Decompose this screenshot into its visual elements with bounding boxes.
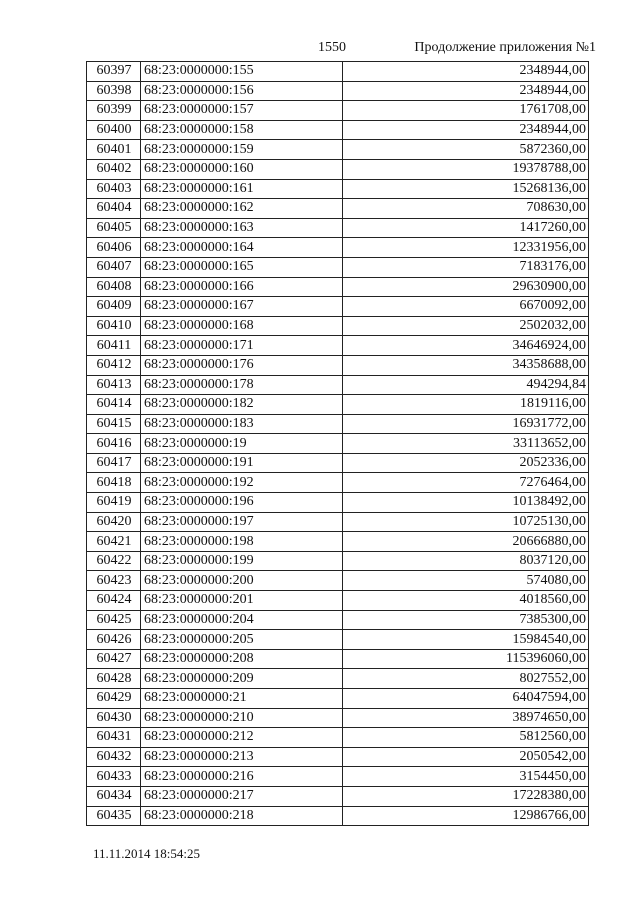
cadastral-value-cell: 8037120,00: [343, 551, 589, 571]
cadastral-number-cell: 68:23:0000000:199: [141, 551, 343, 571]
row-number-cell: 60401: [87, 140, 141, 160]
row-number-cell: 60409: [87, 297, 141, 317]
cadastral-value-cell: 15268136,00: [343, 179, 589, 199]
cadastral-value-cell: 2502032,00: [343, 316, 589, 336]
row-number-cell: 60406: [87, 238, 141, 258]
table-row: [87, 159, 589, 179]
table-row: [87, 395, 589, 415]
row-number-cell: 60399: [87, 101, 141, 121]
cadastral-number-cell: 68:23:0000000:155: [141, 62, 343, 82]
cadastral-value-cell: 10138492,00: [343, 493, 589, 513]
cadastral-value-cell: 1417260,00: [343, 218, 589, 238]
cadastral-number-cell: 68:23:0000000:201: [141, 591, 343, 611]
table-row: [87, 414, 589, 434]
cadastral-value-cell: 2348944,00: [343, 81, 589, 101]
table-row: [87, 179, 589, 199]
continuation-title: Продолжение приложения №1: [414, 40, 596, 55]
cadastral-value-cell: 1761708,00: [343, 101, 589, 121]
table-row: [87, 140, 589, 160]
cadastral-number-cell: 68:23:0000000:167: [141, 297, 343, 317]
cadastral-number-cell: 68:23:0000000:204: [141, 610, 343, 630]
cadastral-value-cell: 19378788,00: [343, 159, 589, 179]
table-row: [87, 591, 589, 611]
cadastral-value-cell: 115396060,00: [343, 649, 589, 669]
table-row: [87, 747, 589, 767]
cadastral-number-cell: 68:23:0000000:209: [141, 669, 343, 689]
cadastral-value-cell: 7385300,00: [343, 610, 589, 630]
cadastral-value-cell: 38974650,00: [343, 708, 589, 728]
row-number-cell: 60414: [87, 395, 141, 415]
cadastral-value-cell: 5812560,00: [343, 728, 589, 748]
cadastral-value-cell: 1819116,00: [343, 395, 589, 415]
cadastral-number-cell: 68:23:0000000:217: [141, 786, 343, 806]
cadastral-number-cell: 68:23:0000000:168: [141, 316, 343, 336]
cadastral-value-cell: 7183176,00: [343, 257, 589, 277]
row-number-cell: 60420: [87, 512, 141, 532]
cadastral-number-cell: 68:23:0000000:158: [141, 120, 343, 140]
row-number-cell: 60421: [87, 532, 141, 552]
row-number-cell: 60397: [87, 62, 141, 82]
table-row: [87, 708, 589, 728]
row-number-cell: 60402: [87, 159, 141, 179]
cadastral-number-cell: 68:23:0000000:182: [141, 395, 343, 415]
cadastral-number-cell: 68:23:0000000:21: [141, 689, 343, 709]
table-row: [87, 218, 589, 238]
table-row: [87, 316, 589, 336]
table-row: [87, 62, 589, 82]
cadastral-number-cell: 68:23:0000000:164: [141, 238, 343, 258]
table-row: [87, 649, 589, 669]
row-number-cell: 60419: [87, 493, 141, 513]
table-row: [87, 238, 589, 258]
cadastral-number-cell: 68:23:0000000:166: [141, 277, 343, 297]
cadastral-number-cell: 68:23:0000000:213: [141, 747, 343, 767]
row-number-cell: 60410: [87, 316, 141, 336]
cadastral-value-cell: 2348944,00: [343, 120, 589, 140]
table-row: [87, 120, 589, 140]
row-number-cell: 60428: [87, 669, 141, 689]
row-number-cell: 60424: [87, 591, 141, 611]
cadastral-value-cell: 4018560,00: [343, 591, 589, 611]
cadastral-value-cell: 3154450,00: [343, 767, 589, 787]
cadastral-value-table: [86, 61, 589, 826]
cadastral-number-cell: 68:23:0000000:19: [141, 434, 343, 454]
row-number-cell: 60408: [87, 277, 141, 297]
table-row: [87, 355, 589, 375]
row-number-cell: 60417: [87, 453, 141, 473]
cadastral-number-cell: 68:23:0000000:200: [141, 571, 343, 591]
cadastral-value-cell: 708630,00: [343, 199, 589, 219]
row-number-cell: 60398: [87, 81, 141, 101]
row-number-cell: 60422: [87, 551, 141, 571]
cadastral-value-cell: 17228380,00: [343, 786, 589, 806]
row-number-cell: 60415: [87, 414, 141, 434]
cadastral-number-cell: 68:23:0000000:212: [141, 728, 343, 748]
table-row: [87, 199, 589, 219]
cadastral-number-cell: 68:23:0000000:183: [141, 414, 343, 434]
cadastral-number-cell: 68:23:0000000:208: [141, 649, 343, 669]
cadastral-number-cell: 68:23:0000000:191: [141, 453, 343, 473]
cadastral-value-cell: 12331956,00: [343, 238, 589, 258]
table-row: [87, 610, 589, 630]
row-number-cell: 60431: [87, 728, 141, 748]
cadastral-value-cell: 8027552,00: [343, 669, 589, 689]
cadastral-number-cell: 68:23:0000000:205: [141, 630, 343, 650]
table-row: [87, 551, 589, 571]
table-row: [87, 689, 589, 709]
cadastral-number-cell: 68:23:0000000:165: [141, 257, 343, 277]
row-number-cell: 60403: [87, 179, 141, 199]
cadastral-value-cell: 6670092,00: [343, 297, 589, 317]
cadastral-number-cell: 68:23:0000000:210: [141, 708, 343, 728]
table-row: [87, 473, 589, 493]
cadastral-number-cell: 68:23:0000000:196: [141, 493, 343, 513]
row-number-cell: 60426: [87, 630, 141, 650]
row-number-cell: 60416: [87, 434, 141, 454]
cadastral-number-cell: 68:23:0000000:198: [141, 532, 343, 552]
row-number-cell: 60425: [87, 610, 141, 630]
table-row: [87, 453, 589, 473]
row-number-cell: 60430: [87, 708, 141, 728]
cadastral-value-cell: 5872360,00: [343, 140, 589, 160]
table-row: [87, 336, 589, 356]
cadastral-value-cell: 2348944,00: [343, 62, 589, 82]
table-row: [87, 257, 589, 277]
row-number-cell: 60418: [87, 473, 141, 493]
table-row: [87, 532, 589, 552]
table-row: [87, 277, 589, 297]
cadastral-number-cell: 68:23:0000000:171: [141, 336, 343, 356]
table-row: [87, 630, 589, 650]
cadastral-value-cell: 2050542,00: [343, 747, 589, 767]
table-row: [87, 728, 589, 748]
cadastral-value-cell: 494294,84: [343, 375, 589, 395]
row-number-cell: 60404: [87, 199, 141, 219]
cadastral-number-cell: 68:23:0000000:192: [141, 473, 343, 493]
table-row: [87, 101, 589, 121]
table-row: [87, 493, 589, 513]
table-row: [87, 571, 589, 591]
cadastral-number-cell: 68:23:0000000:216: [141, 767, 343, 787]
cadastral-value-cell: 2052336,00: [343, 453, 589, 473]
row-number-cell: 60432: [87, 747, 141, 767]
cadastral-value-cell: 64047594,00: [343, 689, 589, 709]
cadastral-value-cell: 15984540,00: [343, 630, 589, 650]
row-number-cell: 60433: [87, 767, 141, 787]
table-row: [87, 786, 589, 806]
print-timestamp: 11.11.2014 18:54:25: [93, 846, 201, 861]
row-number-cell: 60434: [87, 786, 141, 806]
cadastral-value-cell: 34646924,00: [343, 336, 589, 356]
table-row: [87, 806, 589, 826]
table-row: [87, 669, 589, 689]
cadastral-number-cell: 68:23:0000000:161: [141, 179, 343, 199]
cadastral-number-cell: 68:23:0000000:197: [141, 512, 343, 532]
table-row: [87, 81, 589, 101]
cadastral-number-cell: 68:23:0000000:160: [141, 159, 343, 179]
row-number-cell: 60405: [87, 218, 141, 238]
row-number-cell: 60413: [87, 375, 141, 395]
cadastral-value-cell: 12986766,00: [343, 806, 589, 826]
cadastral-value-cell: 34358688,00: [343, 355, 589, 375]
cadastral-number-cell: 68:23:0000000:156: [141, 81, 343, 101]
row-number-cell: 60411: [87, 336, 141, 356]
row-number-cell: 60429: [87, 689, 141, 709]
cadastral-number-cell: 68:23:0000000:176: [141, 355, 343, 375]
cadastral-number-cell: 68:23:0000000:178: [141, 375, 343, 395]
cadastral-value-cell: 16931772,00: [343, 414, 589, 434]
page-number: 1550: [318, 40, 346, 55]
table-row: [87, 434, 589, 454]
cadastral-value-cell: 33113652,00: [343, 434, 589, 454]
cadastral-number-cell: 68:23:0000000:163: [141, 218, 343, 238]
table-row: [87, 512, 589, 532]
cadastral-value-cell: 7276464,00: [343, 473, 589, 493]
cadastral-number-cell: 68:23:0000000:162: [141, 199, 343, 219]
row-number-cell: 60435: [87, 806, 141, 826]
row-number-cell: 60412: [87, 355, 141, 375]
cadastral-value-cell: 29630900,00: [343, 277, 589, 297]
row-number-cell: 60427: [87, 649, 141, 669]
table-row: [87, 375, 589, 395]
row-number-cell: 60400: [87, 120, 141, 140]
cadastral-number-cell: 68:23:0000000:218: [141, 806, 343, 826]
table-row: [87, 767, 589, 787]
cadastral-number-cell: 68:23:0000000:159: [141, 140, 343, 160]
cadastral-value-cell: 10725130,00: [343, 512, 589, 532]
row-number-cell: 60407: [87, 257, 141, 277]
cadastral-value-cell: 20666880,00: [343, 532, 589, 552]
row-number-cell: 60423: [87, 571, 141, 591]
cadastral-number-cell: 68:23:0000000:157: [141, 101, 343, 121]
table-body: [87, 62, 589, 826]
table-row: [87, 297, 589, 317]
cadastral-value-cell: 574080,00: [343, 571, 589, 591]
